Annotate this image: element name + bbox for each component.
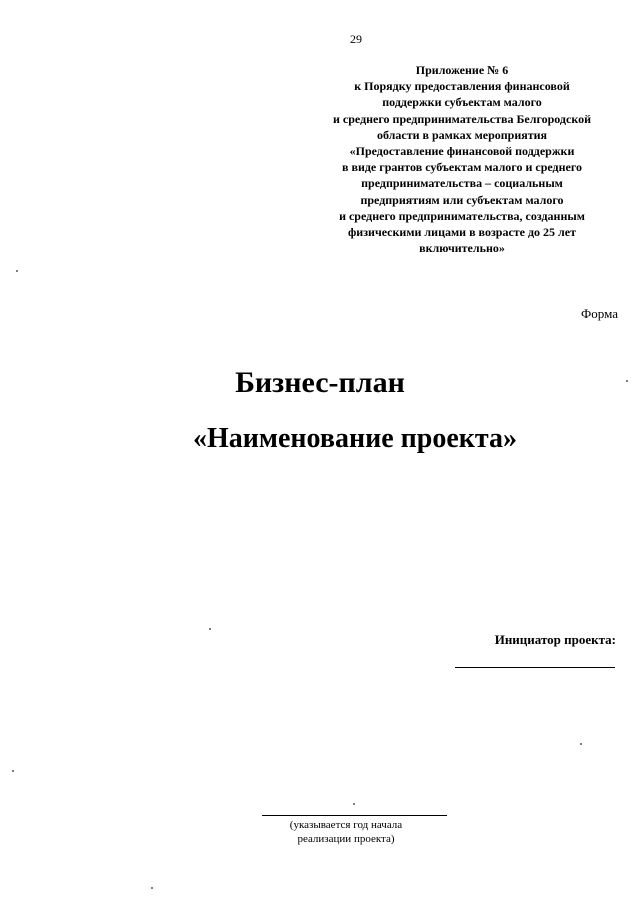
- year-caption: [262, 819, 430, 846]
- initiator-signature-line: [455, 667, 615, 668]
- project-name: «Наименование проекта»: [192, 423, 518, 454]
- appendix-line: физическими лицами в возрасте до 25 лет: [347, 225, 577, 240]
- document-title: Бизнес-план: [235, 366, 405, 399]
- appendix-header: [296, 62, 628, 256]
- initiator-label: Инициатор проекта:: [494, 632, 616, 647]
- scan-speck: [626, 380, 628, 382]
- year-line: [262, 815, 447, 816]
- appendix-line: предпринимательства – социальным: [361, 176, 563, 191]
- appendix-line: предприятиям или субъектам малого: [360, 192, 564, 207]
- year-caption-line: (указывается год начала: [289, 819, 403, 831]
- page-number: 29: [350, 32, 362, 46]
- appendix-line: поддержки субъектам малого: [382, 95, 542, 110]
- appendix-line: в виде грантов субъектам малого и среднего: [341, 160, 582, 175]
- appendix-line: Приложение № 6: [415, 63, 509, 77]
- scan-speck: [580, 743, 582, 745]
- appendix-line: «Предоставление финансовой поддержки: [349, 144, 575, 159]
- scan-speck: [12, 770, 14, 772]
- appendix-line: и среднего предпринимательства, созданным: [339, 208, 585, 223]
- scan-speck: [209, 628, 211, 630]
- year-caption-line: реализации проекта): [297, 832, 395, 845]
- scan-speck: [151, 887, 153, 889]
- appendix-line: к Порядку предоставления финансовой: [354, 79, 570, 94]
- appendix-line: и среднего предпринимательства Белгородской: [332, 111, 592, 126]
- scan-speck: [353, 803, 355, 805]
- form-label: Форма: [581, 306, 618, 321]
- scan-speck: [16, 270, 18, 272]
- appendix-line: включительно»: [419, 241, 505, 256]
- appendix-line: области в рамках мероприятия: [376, 127, 548, 142]
